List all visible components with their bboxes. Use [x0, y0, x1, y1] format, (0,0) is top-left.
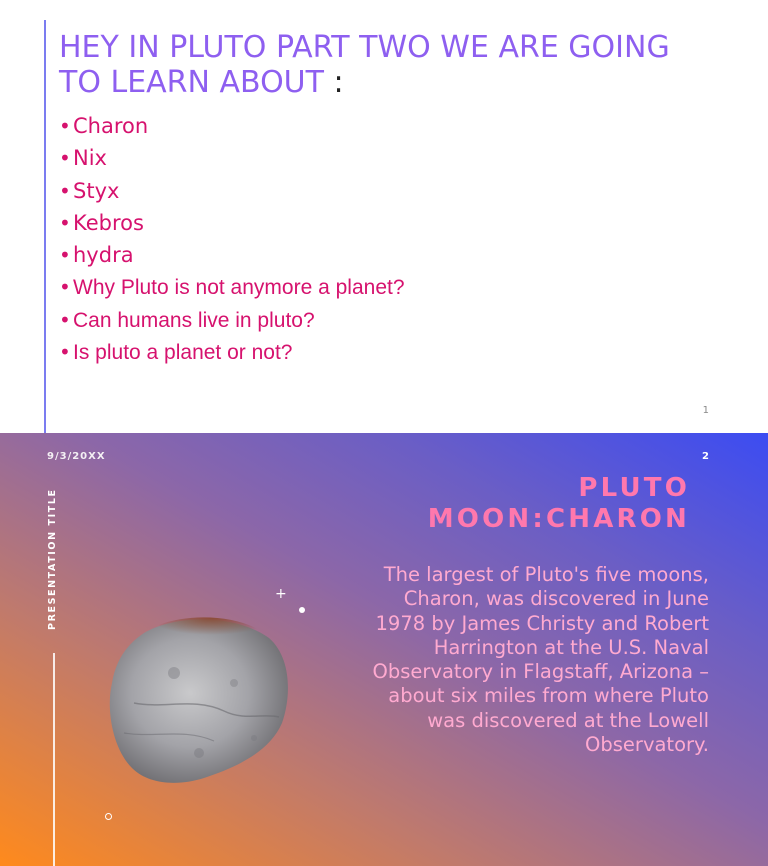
topic-list [59, 114, 405, 372]
list-item: • Can humans live in pluto? [59, 307, 315, 332]
list-item: • Charon [59, 114, 149, 138]
bullet-icon: • [59, 243, 71, 268]
page-number: 2 [702, 451, 709, 462]
vertical-divider [53, 653, 55, 866]
bullet-icon: • [59, 146, 71, 171]
plus-icon: + [275, 586, 287, 602]
charon-moon-image [104, 613, 294, 788]
list-item: • Kebros [59, 210, 144, 235]
accent-bar [44, 20, 46, 433]
slide-date: 9/3/20XX [47, 451, 106, 462]
ring-icon [105, 813, 112, 820]
list-item: • Is pluto a planet or not? [59, 340, 293, 365]
slide-1-title [59, 30, 699, 100]
presentation-title: PRESENTATION TITLE [47, 488, 58, 630]
bullet-icon: • [59, 210, 71, 235]
list-item: • hydra [59, 243, 134, 268]
slide-2 [0, 433, 768, 866]
page-number: 1 [702, 405, 709, 416]
bullet-icon: • [59, 114, 71, 138]
title-colon: : [333, 65, 344, 100]
list-item: • Styx [59, 178, 120, 203]
dot-icon [299, 607, 305, 613]
slide-2-title: PLUTO MOON:CHARON [427, 473, 690, 534]
title-text: HEY IN PLUTO PART TWO WE ARE GOING TO LEARN ABOUT [59, 30, 670, 100]
bullet-icon: • [59, 340, 71, 365]
bullet-icon: • [59, 307, 71, 332]
slide-2-body: The largest of Pluto's five moons, Charon, was discovered in June 1978 by James Christy and Robert Harrington at the U.S. Naval Observatory in Flagstaff, Arizona – about six miles from where Pluto was discovered at the Lowell Observatory. [372, 563, 709, 757]
bullet-icon: • [59, 275, 71, 300]
bullet-icon: • [59, 178, 71, 203]
list-item: • Nix [59, 146, 107, 171]
list-item: • Why Pluto is not anymore a planet? [59, 275, 405, 300]
